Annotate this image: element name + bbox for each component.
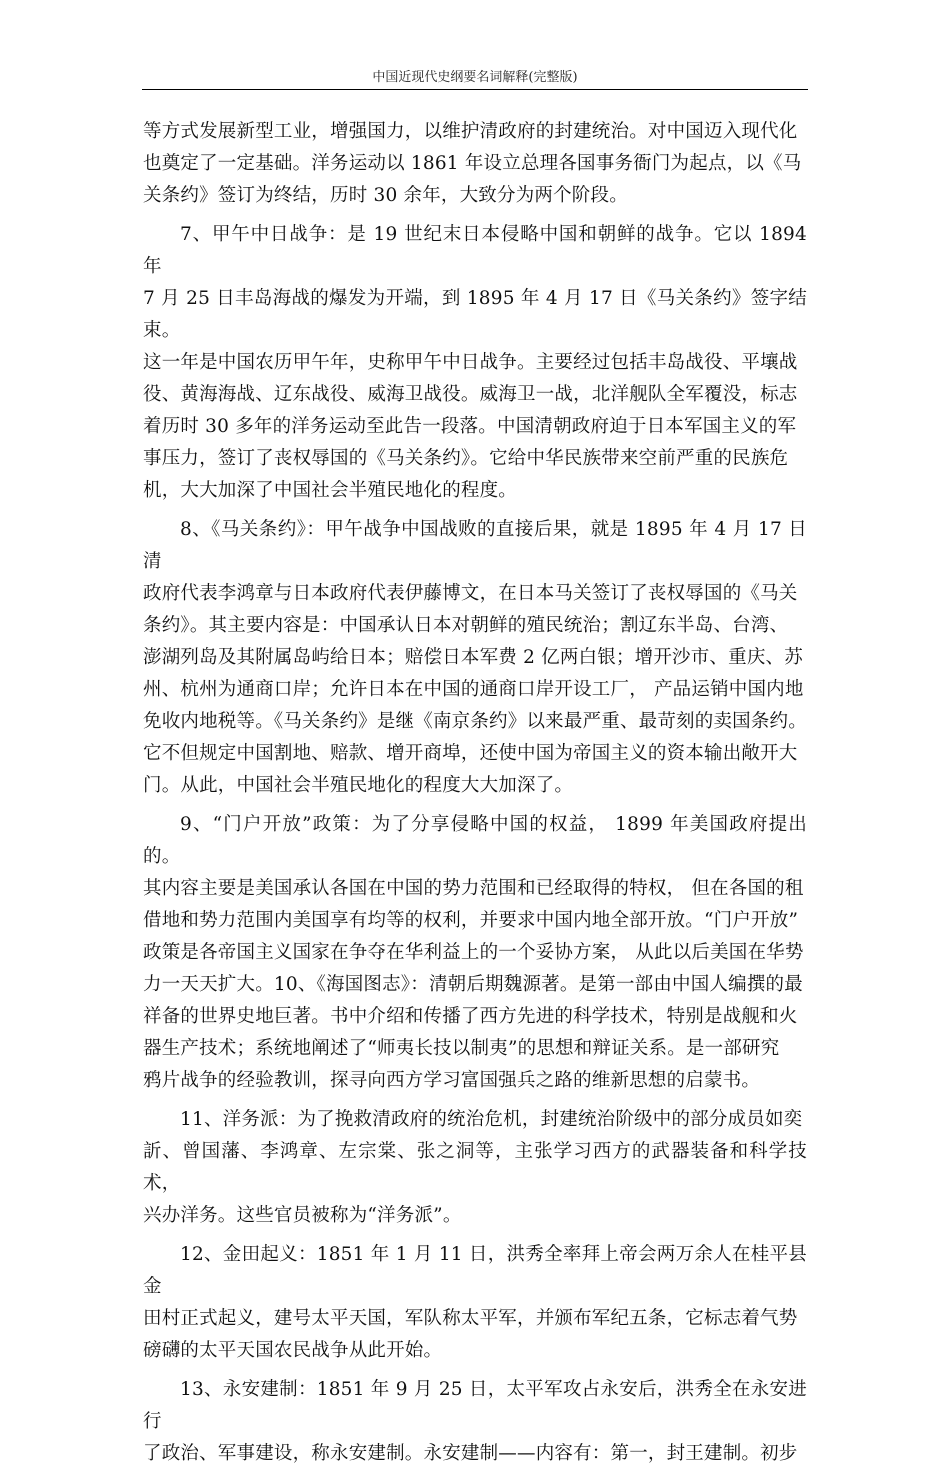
- paragraph-yangwu-faction: 11、洋务派：为了挽救清政府的统治危机，封建统治阶级中的部分成员如奕 訢、曾国藩、李鸿章、左宗棠、张之洞等，主张学习西方的武器装备和科学技术， 兴办洋务。这些官员被称为“洋务派”。: [143, 1109, 807, 1226]
- page-header-title: 中国近现代史纲要名词解释(完整版): [372, 70, 578, 85]
- paragraph-treaty-of-shimonoseki: 8、《马关条约》：甲午战争中国战败的直接后果，就是 1895 年 4 月 17 日清 政府代表李鸿章与日本政府代表伊藤博文，在日本马关签订了丧权辱国的《马关 条约》。其主要内容是：中国承认日本对朝鲜的殖民统治；割辽东半岛、台湾、 澎湖列岛及其附属岛屿给日本；赔偿日本军费 2 亿两白银；增开沙市、重庆、苏 州、杭州为通商口岸；允许日本在中国的通商口岸开设工厂， 产品运销中国内地 免收内地税等。《马关条约》是继《南京条约》以来最严重、最苛刻的卖国条约。 它不但规定中国割地、赔款、增开商埠，还使中国为帝国主义的资本输出敞开大 门。从此，中国社会半殖民地化的程度大大加深了。: [143, 519, 807, 796]
- paragraph-yongan-system: 13、永安建制：1851 年 9 月 25 日，太平军攻占永安后，洪秀全在永安进行 了政治、军事建设，称永安建制。永安建制——内容有：第一，封王建制。初步: [143, 1379, 807, 1464]
- document-body: [143, 116, 807, 1470]
- header-divider: [142, 89, 808, 90]
- paragraph-jintian-uprising: 12、金田起义：1851 年 1 月 11 日，洪秀全率拜上帝会两万余人在桂平县金 田村正式起义，建号太平天国，军队称太平军，并颁布军纪五条，它标志着气势 磅礴的太平天国农民战争从此开始。: [143, 1244, 807, 1361]
- paragraph-yangwu-continuation: 等方式发展新型工业，增强国力，以维护清政府的封建统治。对中国迈入现代化 也奠定了一定基础。洋务运动以 1861 年设立总理各国事务衙门为起点，以《马 关条约》签订为终结，历时 30 余年，大致分为两个阶段。: [143, 121, 802, 206]
- paragraph-sino-japanese-war: 7、甲午中日战争：是 19 世纪末日本侵略中国和朝鲜的战争。它以 1894 年 7 月 25 日丰岛海战的爆发为开端，到 1895 年 4 月 17 日《马关条约》签字结束。 这一年是中国农历甲午年，史称甲午中日战争。主要经过包括丰岛战役、平壤战 役、黄海海战、辽东战役、威海卫战役。威海卫一战，北洋舰队全军覆没，标志 着历时 30 多年的洋务运动至此告一段落。中国清朝政府迫于日本军国主义的军 事压力，签订了丧权辱国的《马关条约》。它给中华民族带来空前严重的民族危 机，大大加深了中国社会半殖民地化的程度。: [143, 224, 807, 501]
- paragraph-open-door-policy: 9、“门户开放”政策：为了分享侵略中国的权益， 1899 年美国政府提出的。 其内容主要是美国承认各国在中国的势力范围和已经取得的特权， 但在各国的租 借地和势力范围内美国享有均等的权利，并要求中国内地全部开放。“门户开放” 政策是各帝国主义国家在争夺在华利益上的一个妥协方案， 从此以后美国在华势 力一天天扩大。10、《海国图志》：清朝后期魏源著。是第一部由中国人编撰的最 祥备的世界史地巨著。书中介绍和传播了西方先进的科学技术，特别是战舰和火 器生产技术；系统地阐述了“师夷长技以制夷”的思想和辩证关系。是一部研究 鸦片战争的经验教训，探寻向西方学习富国强兵之路的维新思想的启蒙书。: [143, 814, 807, 1091]
